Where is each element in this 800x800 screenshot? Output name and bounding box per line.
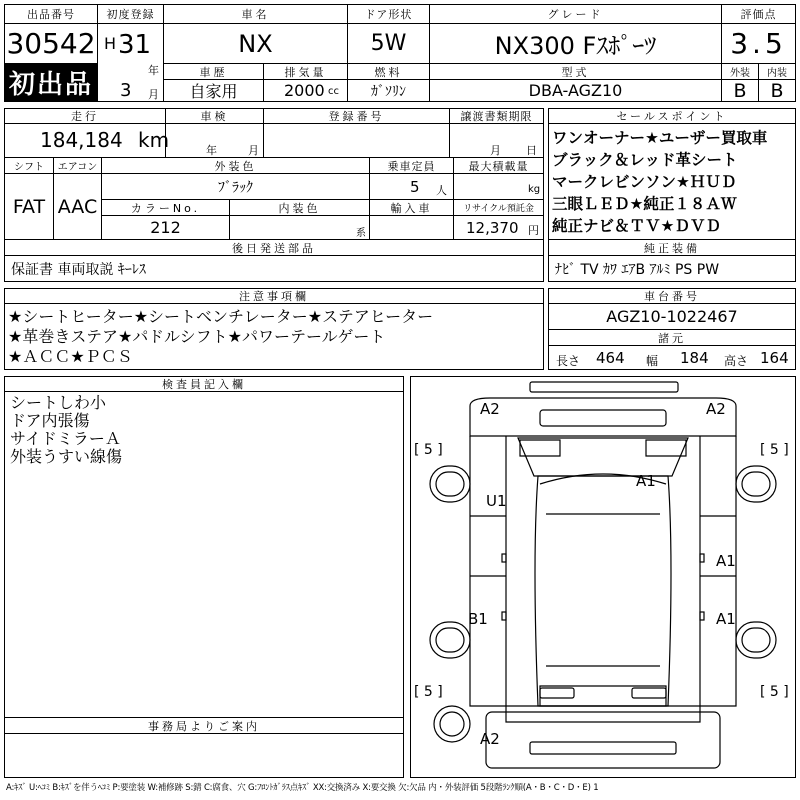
mark-a1-roof: A1 (636, 472, 656, 490)
reg-month-unit: 月 (148, 88, 159, 101)
length: 464 (596, 349, 625, 367)
intcolor-cell (230, 216, 370, 240)
chassis-number: AGZ10-1022467 (548, 304, 796, 330)
caution-lines (8, 307, 433, 367)
dims-label: 諸元 (548, 330, 796, 346)
caution-line: ★シートヒーター★シートベンチレーター★ステアヒーター (8, 307, 434, 326)
disp-unit: cc (328, 86, 339, 97)
front-bumper-outline (530, 382, 678, 392)
recycle-label: リサイクル預託金 (454, 200, 544, 216)
intcolor-unit: 系 (356, 228, 366, 239)
sales-line: 純正ナビ＆ＴＶ★ＤＶＤ (552, 217, 721, 235)
mileage: 184,184 (40, 128, 123, 152)
fuel-label: 燃料 (348, 64, 430, 80)
later-items: 保証書 車両取説 ｷｰﾚｽ (4, 256, 544, 282)
reg-month: 3 (120, 80, 132, 101)
len-label: 長さ (556, 354, 581, 368)
tire-rl: [ 5 ] (414, 684, 443, 700)
intcolor-label: 内装色 (230, 200, 370, 216)
capacity: 5 (410, 178, 420, 196)
car-name: NX (164, 24, 348, 64)
sales-label: セールスポイント (548, 108, 796, 124)
history: 自家用 (164, 80, 264, 102)
grade-label: グレード (430, 4, 722, 24)
equip-label: 純正装備 (548, 240, 796, 256)
height: 164 (760, 349, 789, 367)
office-label: 事務局よりご案内 (4, 718, 404, 734)
office-box (4, 734, 404, 778)
import-cell (370, 216, 454, 240)
ext-score: B (722, 80, 759, 102)
capacity-unit: 人 (436, 184, 447, 197)
roof-outline (535, 476, 671, 706)
insp-month-unit: 月 (248, 144, 259, 157)
mark-u1: U1 (486, 492, 507, 510)
shift: FAT (4, 174, 54, 240)
disp-label: 排気量 (264, 64, 348, 80)
color-no: 212 (102, 216, 230, 240)
fuel: ｶﾞｿﾘﾝ (348, 80, 430, 102)
doc-month-unit: 月 (490, 144, 501, 157)
inspector-line: 外装うすい線傷 (10, 447, 123, 466)
reg-label: 初度登録 (98, 4, 164, 24)
dims-box (548, 346, 796, 370)
rear-plate-area (486, 712, 720, 768)
hood-outline (518, 438, 688, 476)
door-label: ドア形状 (348, 4, 430, 24)
doc-day-unit: 日 (526, 144, 537, 157)
inspector-line: ドア内張傷 (10, 411, 90, 430)
inspection-label: 車検 (166, 108, 264, 124)
reg-year-unit: 年 (148, 64, 159, 77)
car-diagram (410, 376, 796, 778)
caution-line: ★ＡＣＣ★ＰＣＳ (8, 347, 133, 366)
later-label: 後日発送部品 (4, 240, 544, 256)
ac-label: エアコン (54, 158, 102, 174)
chassis-label: 車台番号 (548, 288, 796, 304)
left-side-outline (470, 436, 506, 706)
model-label: 型式 (430, 64, 722, 80)
right-side-outline (700, 436, 736, 706)
import-label: 輸入車 (370, 200, 454, 216)
sales-line: マークレビンソン★ＨＵＤ (552, 173, 737, 191)
mark-a2-right: A2 (706, 400, 726, 418)
door-type: 5W (348, 24, 430, 64)
caution-label: 注意事項欄 (4, 288, 544, 304)
tire-rr: [ 5 ] (760, 684, 789, 700)
plate-label: 登録番号 (264, 108, 450, 124)
inspector-line: サイドミラーＡ (10, 429, 121, 448)
car-name-label: 車名 (164, 4, 348, 24)
front-bumper-shape (470, 398, 736, 436)
mileage-unit: km (138, 128, 170, 152)
mark-a2-rear: A2 (480, 730, 500, 748)
color: ﾌﾞﾗｯｸ (102, 174, 370, 200)
ext-label: 外装 (722, 64, 759, 80)
shift-label: シフト (4, 158, 54, 174)
doc-label: 譲渡書類期限 (450, 108, 544, 124)
tire-fl: [ 5 ] (414, 442, 443, 458)
colorno-label: カラーNo. (102, 200, 230, 216)
lot-number: 30542 (4, 24, 98, 64)
load-label: 最大積載量 (454, 158, 544, 174)
reg-year: 31 (118, 30, 152, 60)
rear-bumper-shape (540, 686, 666, 706)
hei-label: 高さ (724, 354, 749, 368)
mark-a1-rdoor: A1 (716, 552, 736, 570)
inspector-line: シートしわ小 (10, 393, 107, 412)
plate-cell (264, 124, 450, 158)
sales-line: 三眼ＬＥＤ★純正１８ＡＷ (552, 195, 737, 213)
int-score: B (759, 80, 796, 102)
ac: AAC (54, 174, 102, 240)
model: DBA-AGZ10 (430, 80, 722, 102)
first-listing-badge: 初出品 (4, 64, 98, 102)
recycle: 12,370 (466, 219, 519, 237)
mark-b1: B1 (468, 610, 488, 628)
caution-line: ★革巻きステア★パドルシフト★パワーテールゲート (8, 327, 386, 346)
inspector-label: 検査員記入欄 (4, 376, 404, 392)
mark-a1-rrear: A1 (716, 610, 736, 628)
history-label: 車歴 (164, 64, 264, 80)
int-label: 内装 (759, 64, 796, 80)
score: 3.5 (722, 24, 796, 64)
displacement: 2000 (284, 81, 325, 100)
capacity-label: 乗車定員 (370, 158, 454, 174)
tire-fr: [ 5 ] (760, 442, 789, 458)
legend: A:ｷｽﾞ U:ﾍｺﾐ B:ｷｽﾞを伴うﾍｺﾐ P:要塗装 W:補修跡 S:錆 C:腐食、穴 G:ﾌﾛﾝﾄｶﾞﾗｽ点ｷｽﾞ XX:交換済み X:要交換 欠:欠品 内・外装評価 5段階ﾗﾝｸ順(A・B・C・D・E) 1 (6, 783, 599, 793)
wid-label: 幅 (646, 354, 659, 368)
score-label: 評価点 (722, 4, 796, 24)
reg-era: H (104, 34, 117, 53)
mark-a2-left: A2 (480, 400, 500, 418)
equip: ﾅﾋﾞ TV ｶﾜ ｴｱB ｱﾙﾐ PS PW (548, 256, 796, 282)
load-unit: kg (528, 184, 541, 195)
sales-points (552, 127, 767, 237)
inspector-lines (10, 394, 122, 466)
recycle-unit: 円 (528, 224, 539, 237)
width: 184 (680, 349, 709, 367)
grade: NX300 Fｽﾎﾟｰﾂ (430, 24, 722, 64)
sales-line: ワンオーナー★ユーザー買取車 (552, 129, 768, 147)
sales-line: ブラック＆レッド革シート (552, 151, 738, 169)
lot-label: 出品番号 (4, 4, 98, 24)
color-label: 外装色 (102, 158, 370, 174)
mileage-label: 走行 (4, 108, 166, 124)
insp-year-unit: 年 (206, 144, 217, 157)
